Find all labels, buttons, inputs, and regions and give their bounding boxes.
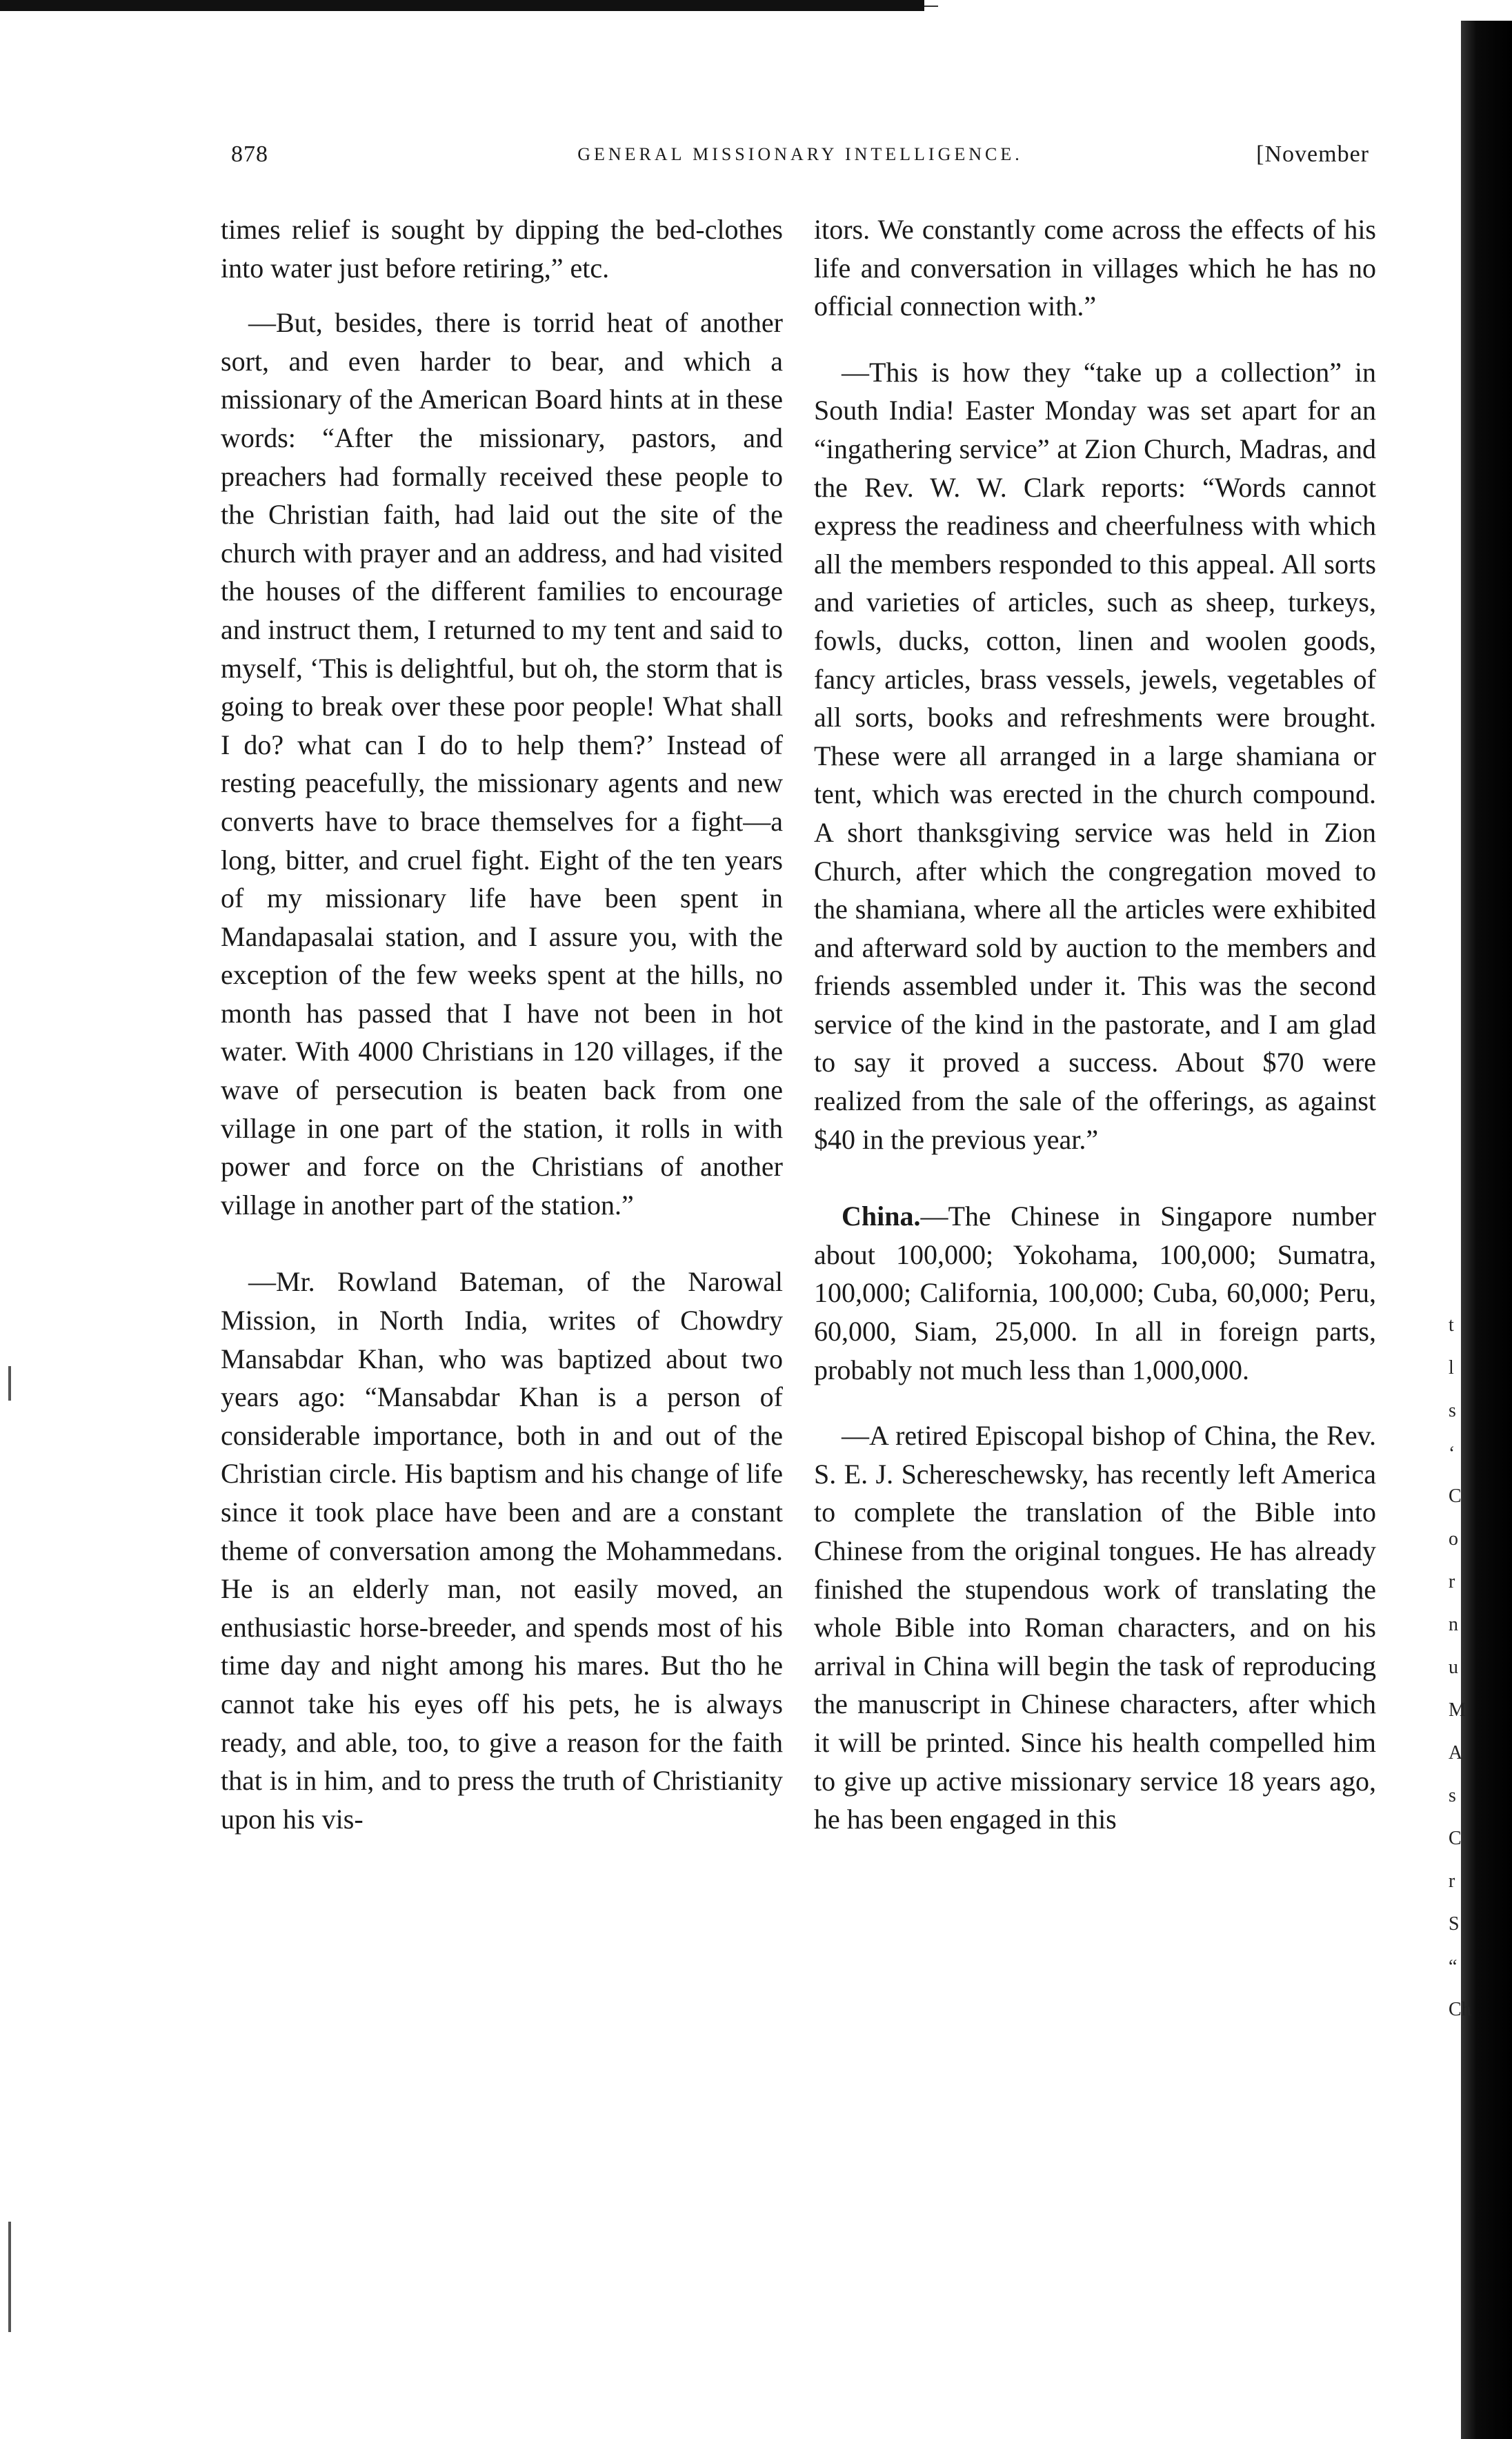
right-paragraph-1: itors. We constantly come across the effects of his life and conversation in villages which he has no official connection with.”: [814, 214, 1376, 322]
top-border-rule: [0, 0, 924, 11]
running-title: GENERAL MISSIONARY INTELLIGENCE.: [577, 144, 1023, 164]
top-border-rule-tail: [924, 6, 938, 7]
page-number: 878: [231, 141, 268, 167]
running-head: [231, 141, 1369, 176]
edge-fragment: M: [1449, 1699, 1466, 1721]
issue-month: [November: [1256, 141, 1369, 167]
edge-fragment: n: [1449, 1614, 1458, 1635]
left-paragraph-3: —Mr. Rowland Bateman, of the Narowal Mission, in North India, writes of Chowdry Mansabdar Khan, who was baptized about two years ago: “Mansabdar Khan is a person of considerable importance, both in and out of the Christian circle. His baptism and his change of life since it took place have been and are a constant theme of conversation among the Mohammedans. He is an elderly man, not easily moved, an enthusiastic horse-breeder, and spends most of his time day and night among his mares. But tho he cannot take his eyes off his pets, he is always ready, and able, too, to give a reason for the faith that is in him, and to press the truth of Christianity upon his vis-: [221, 1266, 783, 1835]
edge-fragment: Ch: [1449, 1999, 1471, 2020]
edge-fragment: u: [1449, 1657, 1458, 1678]
right-paragraph-3-text: —The Chinese in Singapore number about 100,000; Yokohama, 100,000; Sumatra, 100,000; California, 100,000; Cuba, 60,000; Peru, 60,000, Siam, 25,000. In all in foreign parts, probably not much less than 1,000,000.: [814, 1201, 1376, 1385]
edge-fragment: s: [1449, 1400, 1456, 1421]
right-paragraph-4: —A retired Episcopal bishop of China, the Rev. S. E. J. Schereschewsky, has recently left America to complete the translation of the Bible into Chinese from the original tongues. He has already finished the stupendous work of translating the whole Bible into Roman characters, and on his arrival in China will begin the task of reproducing the manuscript in Chinese characters, after which it will be printed. Since his health compelled him to give up active missionary service 18 years ago, he has been engaged in this: [814, 1420, 1376, 1835]
left-paragraph-2: —But, besides, there is torrid heat of another sort, and even harder to bear, and which a missionary of the American Board hints at in these words: “After the missionary, pastors, and preachers had formally received these people to the Christian faith, had laid out the site of the church with prayer and an address, and had visited the houses of the different families to encourage and instruct them, I returned to my tent and said to myself, ‘This is delightful, but oh, the storm that is going to break over these poor people! What shall I do? what can I do to help them?’ Instead of resting peacefully, the missionary agents and new converts have to brace themselves for a fight—a long, bitter, and cruel fight. Eight of the ten years of my missionary life have been spent in Mandapasalai station, and I assure you, with the exception of the few weeks spent at the hills, no month has passed that I have not been in hot water. With 4000 Christians in 120 villages, if the wave of persecution is beaten back from one village in one part of the station, it rolls in with power and force on the Christians of another village in another part of the station.”: [221, 307, 783, 1221]
section-lead-china: China.: [842, 1201, 921, 1232]
edge-fragment: r: [1449, 1571, 1455, 1592]
edge-fragment: A: [1449, 1742, 1463, 1764]
edge-fragment: C: [1449, 1485, 1462, 1507]
edge-fragment: C: [1449, 1828, 1462, 1849]
edge-fragment: s: [1449, 1785, 1456, 1806]
scan-dark-edge: [1461, 21, 1512, 2439]
edge-fragment: o: [1449, 1528, 1458, 1550]
edge-fragment: “: [1449, 1956, 1458, 1977]
right-paragraph-2: —This is how they “take up a collection” in South India! Easter Monday was set apart for an “ingathering service” at Zion Church, Madras, and the Rev. W. W. Clark reports: “Words cannot express the readiness and cheerfulness with which all the members responded to this appeal. All sorts and varieties of articles, such as sheep, turkeys, fowls, ducks, cotton, linen and woolen goods, fancy articles, brass vessels, jewels, vegetables of all sorts, books and refreshments were brought. These were all arranged in a large shamiana or tent, which was erected in the church compound. A short thanksgiving service was held in Zion Church, after which the congregation moved to the shamiana, where all the articles were exhibited and afterward sold by auction to the members and friends assembled under it. This was the second service of the kind in the pastorate, and I am glad to say it proved a success. About $70 were realized from the sale of the offerings, as against $40 in the previous year.”: [814, 356, 1376, 1155]
edge-fragment: ‘: [1449, 1443, 1455, 1464]
facing-page-fragments: [1449, 1304, 1469, 2031]
left-column: [221, 210, 783, 1838]
edge-fragment: r: [1449, 1870, 1455, 1892]
right-column: [814, 210, 1376, 1839]
left-paragraph-1: times relief is sought by dipping the bed-clothes into water just before retiring,” etc.: [221, 214, 783, 284]
edge-fragment: S: [1449, 1913, 1460, 1935]
edge-fragment: t: [1449, 1314, 1454, 1336]
margin-scan-tick: [8, 1366, 11, 1401]
edge-fragment: l: [1449, 1357, 1454, 1379]
margin-scan-tick: [8, 2222, 11, 2332]
right-paragraph-3: [814, 1197, 1376, 1389]
